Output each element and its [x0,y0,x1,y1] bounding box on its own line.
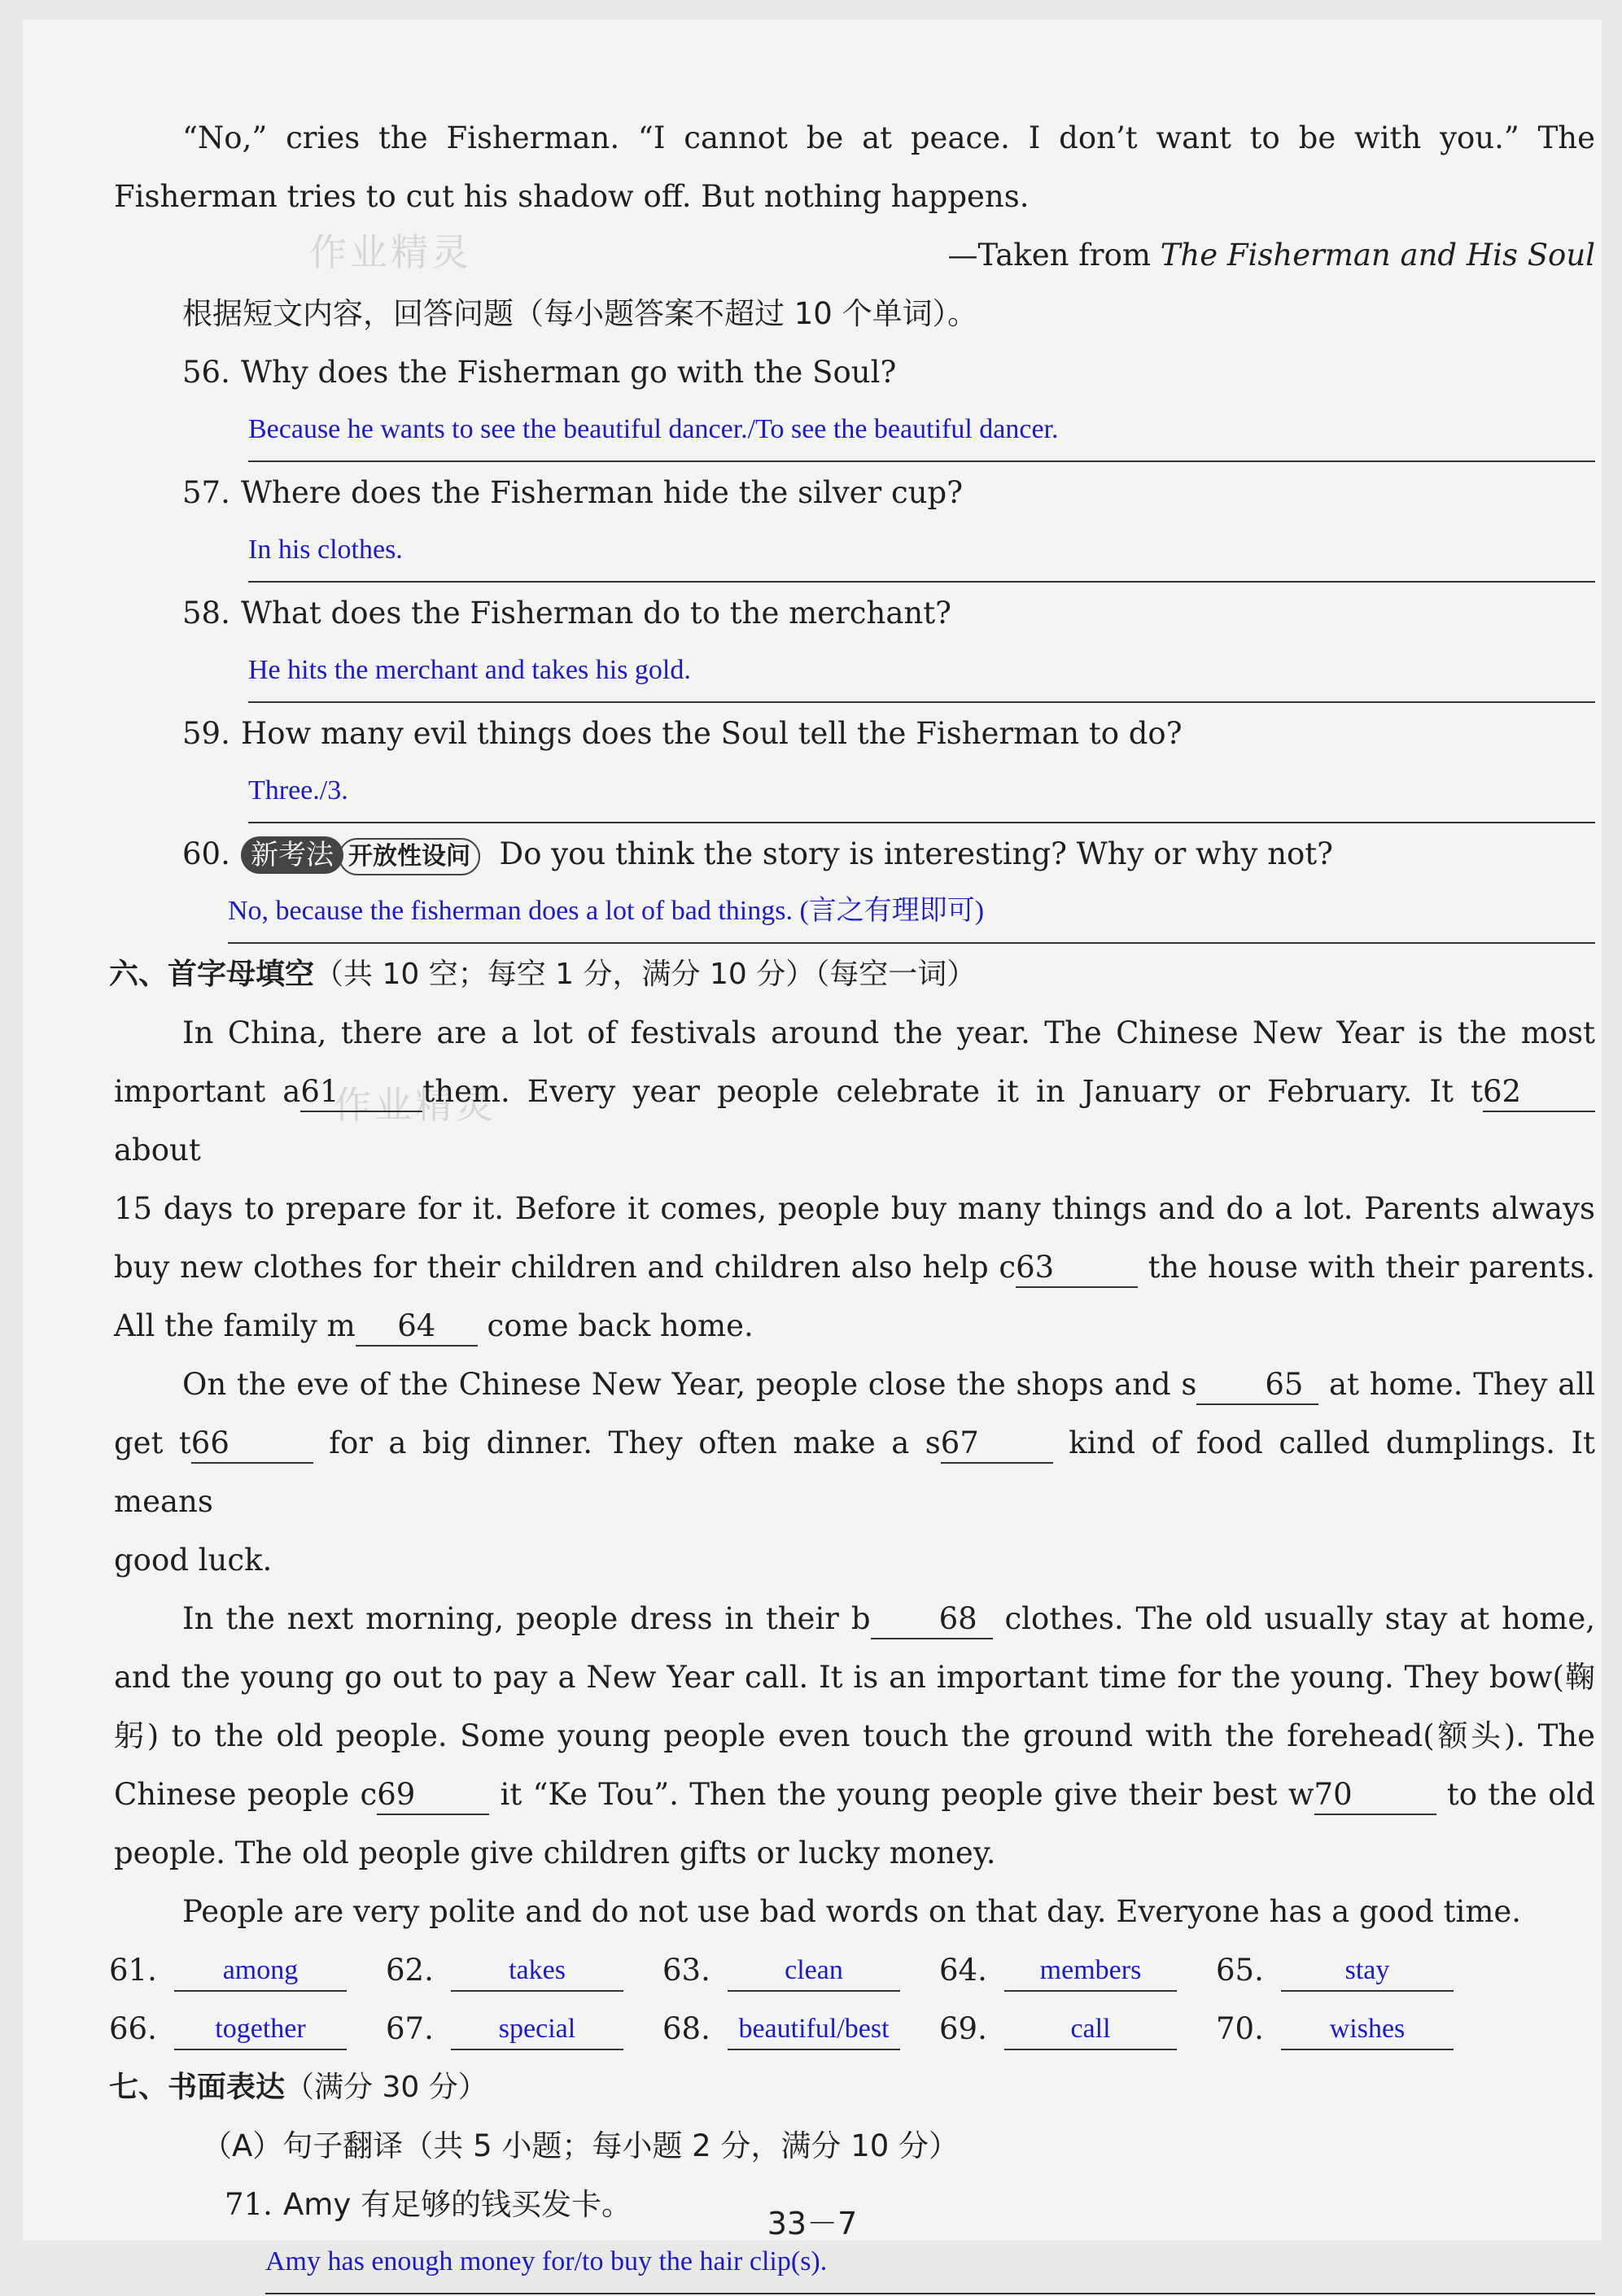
answer-line: No, because the fisherman does a lot of bad things. (言之有理即可) [228,884,1595,944]
new-method-badge: 新考法 [241,836,343,874]
cloze-answer-grid [109,1941,1595,2058]
cloze-line: good luck. [114,1543,273,1578]
cloze-line: important a61 them. Every year people celebrate it in January or February. It t62 about [114,1063,1595,1180]
blank-64: 64 [356,1307,478,1347]
cloze-line: On the eve of the Chinese New Year, people close the shops and s 65 at home. They all [114,1355,1595,1414]
watermark-logo: 作业精灵 [334,1083,496,1127]
cloze-line: Chinese people c69 it “Ke Tou”. Then the young people give their best w70 to the old [114,1766,1595,1824]
passage-line: Fisherman tries to cut his shadow off. But nothing happens. [114,179,1030,214]
cloze-line: All the family m 64 come back home. [114,1297,1595,1355]
page-content [109,109,1596,2296]
page-number: 33－7 [767,2206,858,2241]
blank-63: 63 [1016,1249,1138,1288]
answer-cell: 62. takes [386,1941,662,2000]
answer-line: Because he wants to see the beautiful dancer./To see the beautiful dancer. [248,402,1595,462]
blank-70: 70 [1314,1776,1436,1815]
answer-cell: 70. wishes [1216,2000,1493,2058]
blank-67: 67 [941,1425,1053,1464]
section-heading: 六、首字母填空（共 10 空；每空 1 分，满分 10 分）（每空一词） [109,958,977,991]
blank-62: 62 [1483,1073,1595,1112]
open-question-badge: 开放性设问 [339,838,480,875]
cloze-line: 躬) to the old people. Some young people even touch the ground with the forehead(额头). The [114,1718,1595,1753]
answer-cell: 68. beautiful/best [662,2000,939,2058]
cloze-line: and the young go out to pay a New Year call. It is an important time for the young. They bow(鞠 [114,1660,1595,1695]
worksheet-page [23,20,1602,2276]
answer-cell: 67. special [386,2000,662,2058]
question: 59. How many evil things does the Soul tell the Fisherman to do? [182,716,1183,751]
cloze-line: buy new clothes for their children and children also help c63 the house with their parents. [114,1238,1595,1297]
answer-cell: 61. among [109,1941,386,2000]
cloze-line: People are very polite and do not use bad words on that day. Everyone has a good time. [182,1894,1522,1929]
blank-65: 65 [1196,1366,1318,1405]
watermark-logo: 作业精灵 [309,230,472,274]
question: 71. Amy 有足够的钱买发卡。 [225,2187,632,2222]
source-title: The Fisherman and His Soul [1160,238,1595,273]
answer-cell: 69. call [939,2000,1216,2058]
answer-line: Amy has enough money for/to buy the hair clip(s). [265,2234,1595,2294]
question: 56. Why does the Fisherman go with the Soul? [182,355,897,390]
instructions: 根据短文内容，回答问题（每小题答案不超过 10 个单词）。 [182,296,978,331]
source-citation: —Taken from The Fisherman and His Soul [947,238,1595,273]
section-heading: 七、书面表达（满分 30 分） [109,2071,487,2104]
cloze-line: In the next morning, people dress in their b 68 clothes. The old usually stay at home, [114,1590,1595,1648]
cloze-line: people. The old people give children gifts or lucky money. [114,1835,996,1870]
cloze-line: get t66 for a big dinner. They often make a s67 kind of food called dumplings. It means [114,1425,1595,1519]
cloze-line: In China, there are a lot of festivals around the year. The Chinese New Year is the most [182,1015,1595,1050]
question: 58. What does the Fisherman do to the merchant? [182,596,951,631]
answer-line: He hits the merchant and takes his gold. [248,643,1595,703]
answer-cell: 63. clean [662,1941,939,2000]
blank-66: 66 [191,1425,313,1464]
answer-line: Three./3. [248,763,1595,823]
cloze-line: 15 days to prepare for it. Before it comes, people buy many things and do a lot. Parents always [114,1191,1595,1226]
subsection-heading: （A）句子翻译（共 5 小题；每小题 2 分，满分 10 分） [202,2128,960,2163]
answer-line: In his clothes. [248,522,1595,583]
question: 60. 新考法 开放性设问 Do you think the story is interesting? Why or why not? [182,825,1595,884]
passage-line: “No,” cries the Fisherman. “I cannot be at peace. I don’t want to be with you.” The [182,120,1595,155]
blank-61: 61 [300,1073,422,1112]
blank-68: 68 [871,1600,993,1639]
answer-cell: 64. members [939,1941,1216,2000]
answer-cell: 65. stay [1216,1941,1493,2000]
blank-69: 69 [377,1776,489,1815]
question: 57. Where does the Fisherman hide the silver cup? [182,475,964,510]
answer-cell: 66. together [109,2000,386,2058]
